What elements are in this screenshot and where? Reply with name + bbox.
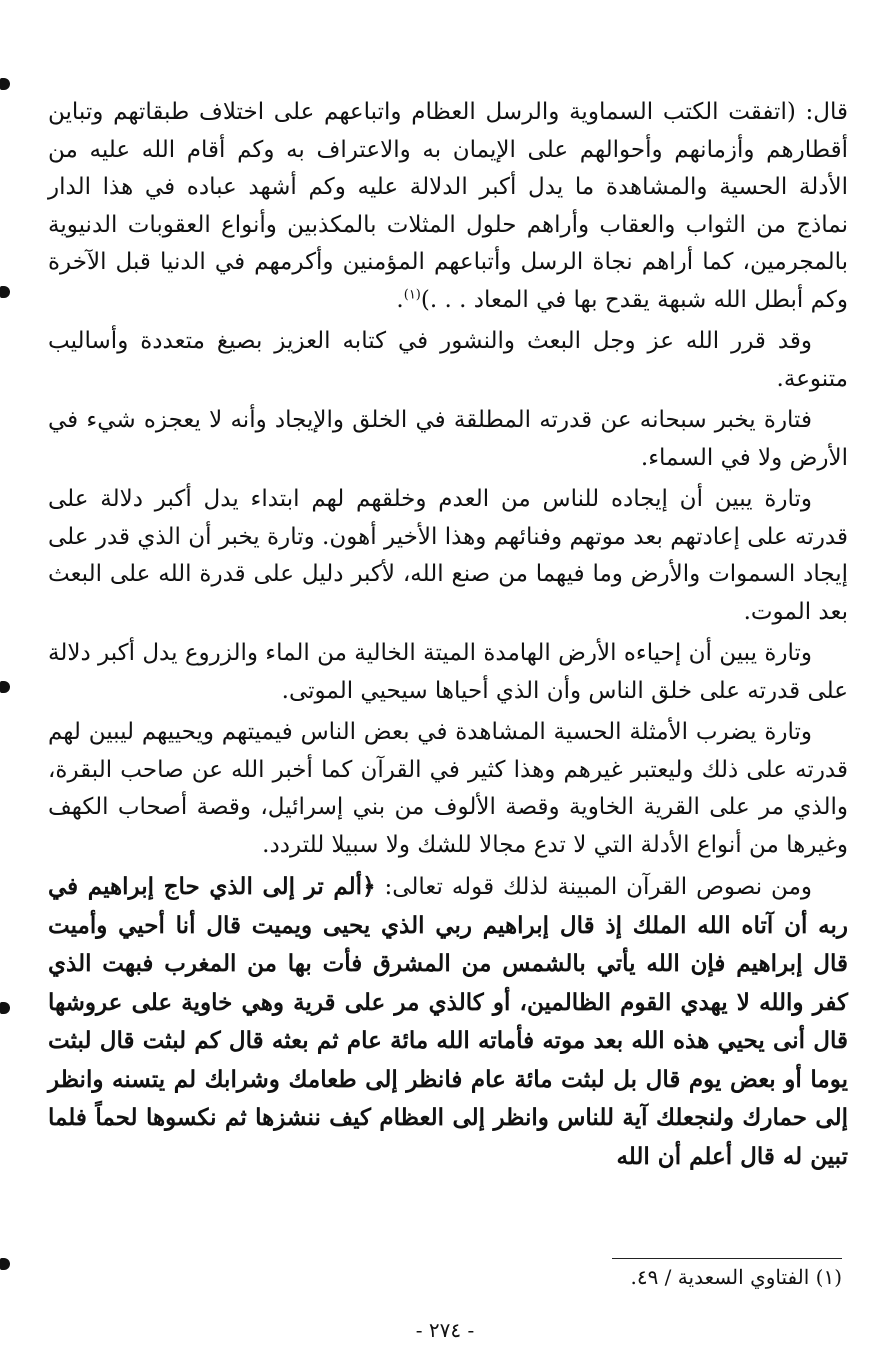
paragraph-3: فتارة يخبر سبحانه عن قدرته المطلقة في الخلق والإيجاد وأنه لا يعجزه شيء في الأرض ولا في السماء. — [48, 407, 848, 471]
binding-mark-4 — [0, 1002, 10, 1014]
binding-mark-3 — [0, 681, 10, 693]
footnote-reference[interactable]: (١) — [403, 286, 421, 302]
verse-intro: ومن نصوص القرآن المبينة لذلك قوله تعالى: — [384, 874, 812, 900]
quran-verse: ﴿ألم تر إلى الذي حاج إبراهيم في ربه أن آتاه الله الملك إذ قال إبراهيم ربي الذي يحيى ويميت قال أنا أحيي وأميت قال إبراهيم فإن الله يأتي بالشمس من المشرق فأت بها من المغرب فبهت الذي كفر والله لا يهدي القوم الظالمين، أو كالذي مر على قرية وهي خاوية على عروشها قال أنى يحيي هذه الله بعد موته فأماته الله مائة عام ثم بعثه قال كم لبثت قال لبثت يوما أو بعض يوم قال بل لبثت مائة عام فانظر إلى طعامك وشرابك لم يتسنه وانظر إلى حمارك ولنجعلك آية للناس وانظر إلى العظام كيف ننشزها ثم نكسوها لحماً فلما تبين له قال أعلم أن الله — [48, 873, 848, 1170]
paragraph-1-text: قال: (اتفقت الكتب السماوية والرسل العظام واتباعهم على اختلاف طبقاتهم وتباين أقطارهم وأزمانهم وأحوالهم على الإيمان به والاعتراف به وكم أقام الله عليه من الأدلة الحسية والمشاهدة ما يدل أكبر الدلالة عليه وكم أشهد عباده في هذا الدار نماذج من الثواب والعقاب وأراهم حلول المثلات بالمكذبين وأنواع العقوبات الدنيوية بالمجرمين، كما أراهم نجاة الرسل وأتباعهم المؤمنين وأكرمهم في الدنيا قبل الآخرة وكم أبطل الله شبهة يقدح بها في المعاد . . .) — [48, 99, 848, 313]
paragraph-7 — [48, 868, 848, 1176]
paragraph-4: وتارة يبين أن إيجاده للناس من العدم وخلقهم لهم ابتداء يدل أكبر دلالة على قدرته على إعادتهم بعد موتهم وفنائهم وهذا الأخير أهون. وتارة يخبر أن الذي قدر على إيجاد السموات والأرض وما فيهما من صنع الله، لأكبر دليل على قدرة الله على البعث بعد الموت. — [48, 486, 848, 625]
binding-mark-5 — [0, 1258, 10, 1270]
paragraph-2: وقد قرر الله عز وجل البعث والنشور في كتابه العزيز بصيغ متعددة وأساليب متنوعة. — [48, 328, 848, 392]
binding-mark-1 — [0, 78, 10, 90]
paragraph-5: وتارة يبين أن إحياءه الأرض الهامدة الميتة الخالية من الماء والزروع يدل أكبر دلالة على قدرته على خلق الناس وأن الذي أحياها سيحيي الموتى. — [48, 640, 848, 704]
footnote-divider — [612, 1258, 842, 1259]
paragraph-1: قال: (اتفقت الكتب السماوية والرسل العظام واتباعهم على اختلاف طبقاتهم وتباين أقطارهم وأزمانهم وأحوالهم على الإيمان به والاعتراف به وكم أقام الله عليه من الأدلة الحسية والمشاهدة ما يدل أكبر الدلالة عليه وكم أشهد عباده في هذا الدار نماذج من الثواب والعقاب وأراهم حلول المثلات بالمكذبين وأنواع العقوبات الدنيوية بالمجرمين، كما أراهم نجاة الرسل وأتباعهم المؤمنين وأكرمهم في الدنيا قبل الآخرة وكم أبطل الله شبهة يقدح بها في المعاد . . .)$^{(١)}$. — [48, 99, 848, 313]
paragraph-6: وتارة يضرب الأمثلة الحسية المشاهدة في بعض الناس فيميتهم ويحييهم ليبين لهم قدرته على ذلك وليعتبر غيرهم وهذا كثير في القرآن كما أخبر الله عن صاحب البقرة، والذي مر على القرية الخاوية وقصة الألوف من بني إسرائيل، وقصة أصحاب الكهف وغيرها من أنواع الأدلة التي لا تدع مجالا للشك ولا سبيلا للتردد. — [48, 719, 848, 858]
page-number: - ٢٧٤ - — [415, 1318, 475, 1342]
binding-mark-2 — [0, 286, 10, 298]
main-text — [48, 94, 848, 1180]
footnote: (١) الفتاوي السعدية / ٤٩. — [630, 1265, 842, 1289]
